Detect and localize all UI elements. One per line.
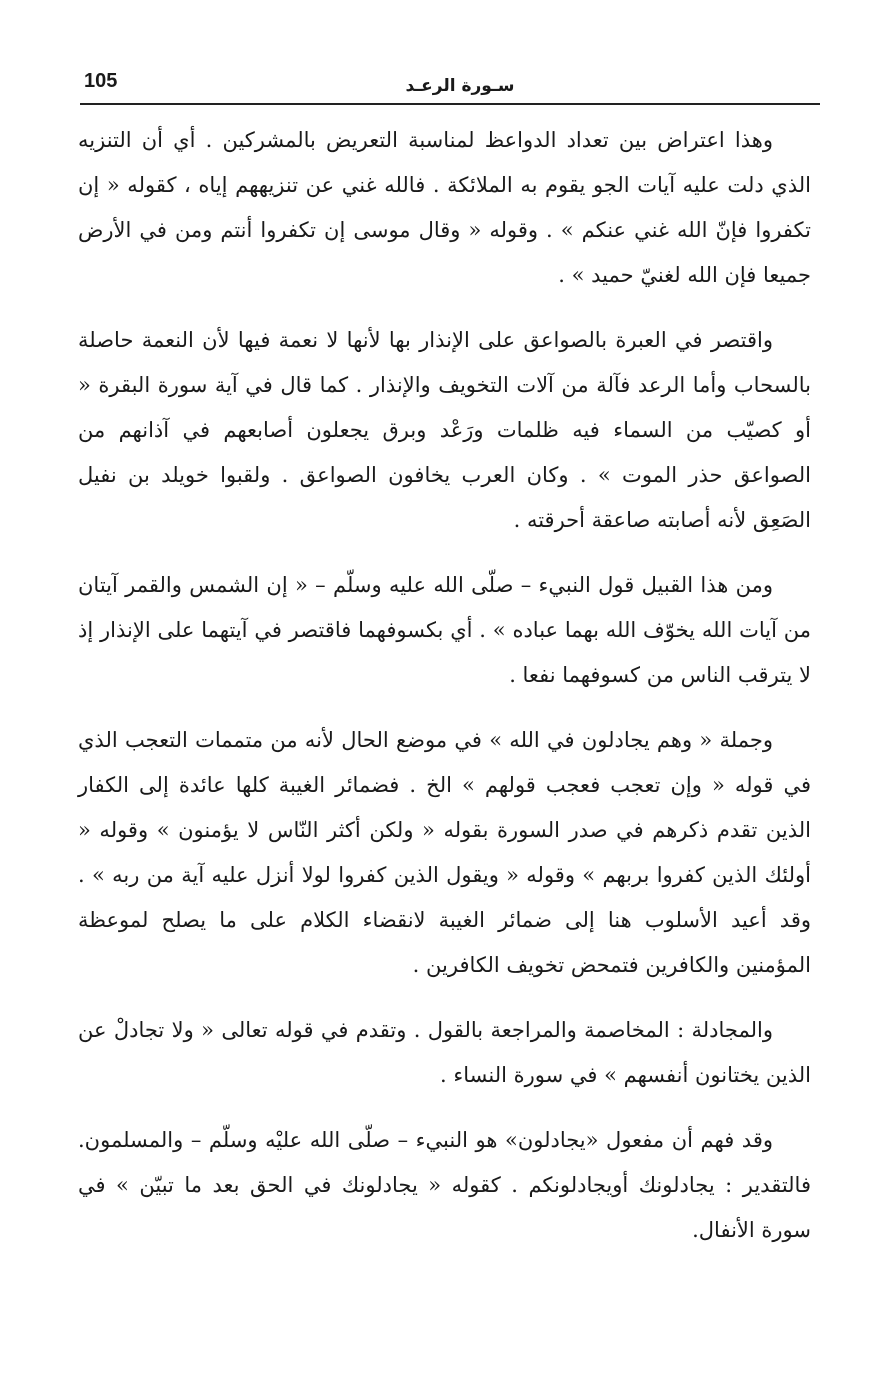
paragraph-6: وقد فهم أن مفعول «يجادلون» هو النبيء – صلّى الله عليْه وسلّم – والمسلمون. فالتقدير : يجادلونك أويجادلونكم . كقوله « يجادلونك في الحق بعد ما تبيّن » في سورة الأنفال. (78, 1128, 811, 1242)
page-body (78, 118, 811, 1273)
paragraph-2: واقتصر في العبرة بالصواعق على الإنذار بها لأنها لا نعمة فيها لأن النعمة حاصلة بالسحاب وأما الرعد فآلة من آلات التخويف والإنذار . كما قال في آية سورة البقرة « أو كصيّب من السماء فيه ظلمات ورَعْد وبرق يجعلون أصابعهم في آذانهم من الصواعق حذر الموت » . وكان العرب يخافون الصواعق . ولقبوا خويلد بن نفيل الصَعِق لأنه أصابته صاعقة أحرقته . (78, 328, 811, 532)
running-title: سـورة الرعـد (405, 76, 515, 96)
paragraph-3: ومن هذا القبيل قول النبيء – صلّى الله عليه وسلّم – « إن الشمس والقمر آيتان من آيات الله يخوّف الله بهما عباده » . أي بكسوفهما فاقتصر في آيتهما على الإنذار إذ لا يترقب الناس من كسوفهما نفعا . (78, 573, 811, 687)
page-number: 105 (84, 70, 118, 92)
paragraph-4: وجملة « وهم يجادلون في الله » في موضع الحال لأنه من متممات التعجب الذي في قوله « وإن تعجب فعجب قولهم » الخ . فضمائر الغيبة كلها عائدة إلى الكفار الذين تقدم ذكرهم في صدر السورة بقوله « ولكن أكثر النّاس لا يؤمنون » وقوله « أولئك الذين كفروا بربهم » وقوله « ويقول الذين كفروا لولا أنزل عليه آية من ربه » . وقد أعيد الأسلوب هنا إلى ضمائر الغيبة لانقضاء الكلام على ما يصلح لموعظة المؤمنين والكافرين فتمحض تخويف الكافرين . (78, 728, 811, 977)
header-rule (80, 103, 820, 105)
paragraph-1: وهذا اعتراض بين تعداد الدواعظ لمناسبة التعريض بالمشركين . أي أن التنزيه الذي دلت عليه آيات الجو يقوم به الملائكة . فالله غني عن تنزيههم إياه ، كقوله « إن تكفروا فإنّ الله غني عنكم » . وقوله « وقال موسى إن تكفروا أنتم ومن في الأرض جميعا فإن الله لغنيّ حميد » . (78, 128, 811, 287)
paragraph-5: والمجادلة : المخاصمة والمراجعة بالقول . وتقدم في قوله تعالى « ولا تجادلْ عن الذين يختانون أنفسهم » في سورة النساء . (78, 1018, 811, 1087)
